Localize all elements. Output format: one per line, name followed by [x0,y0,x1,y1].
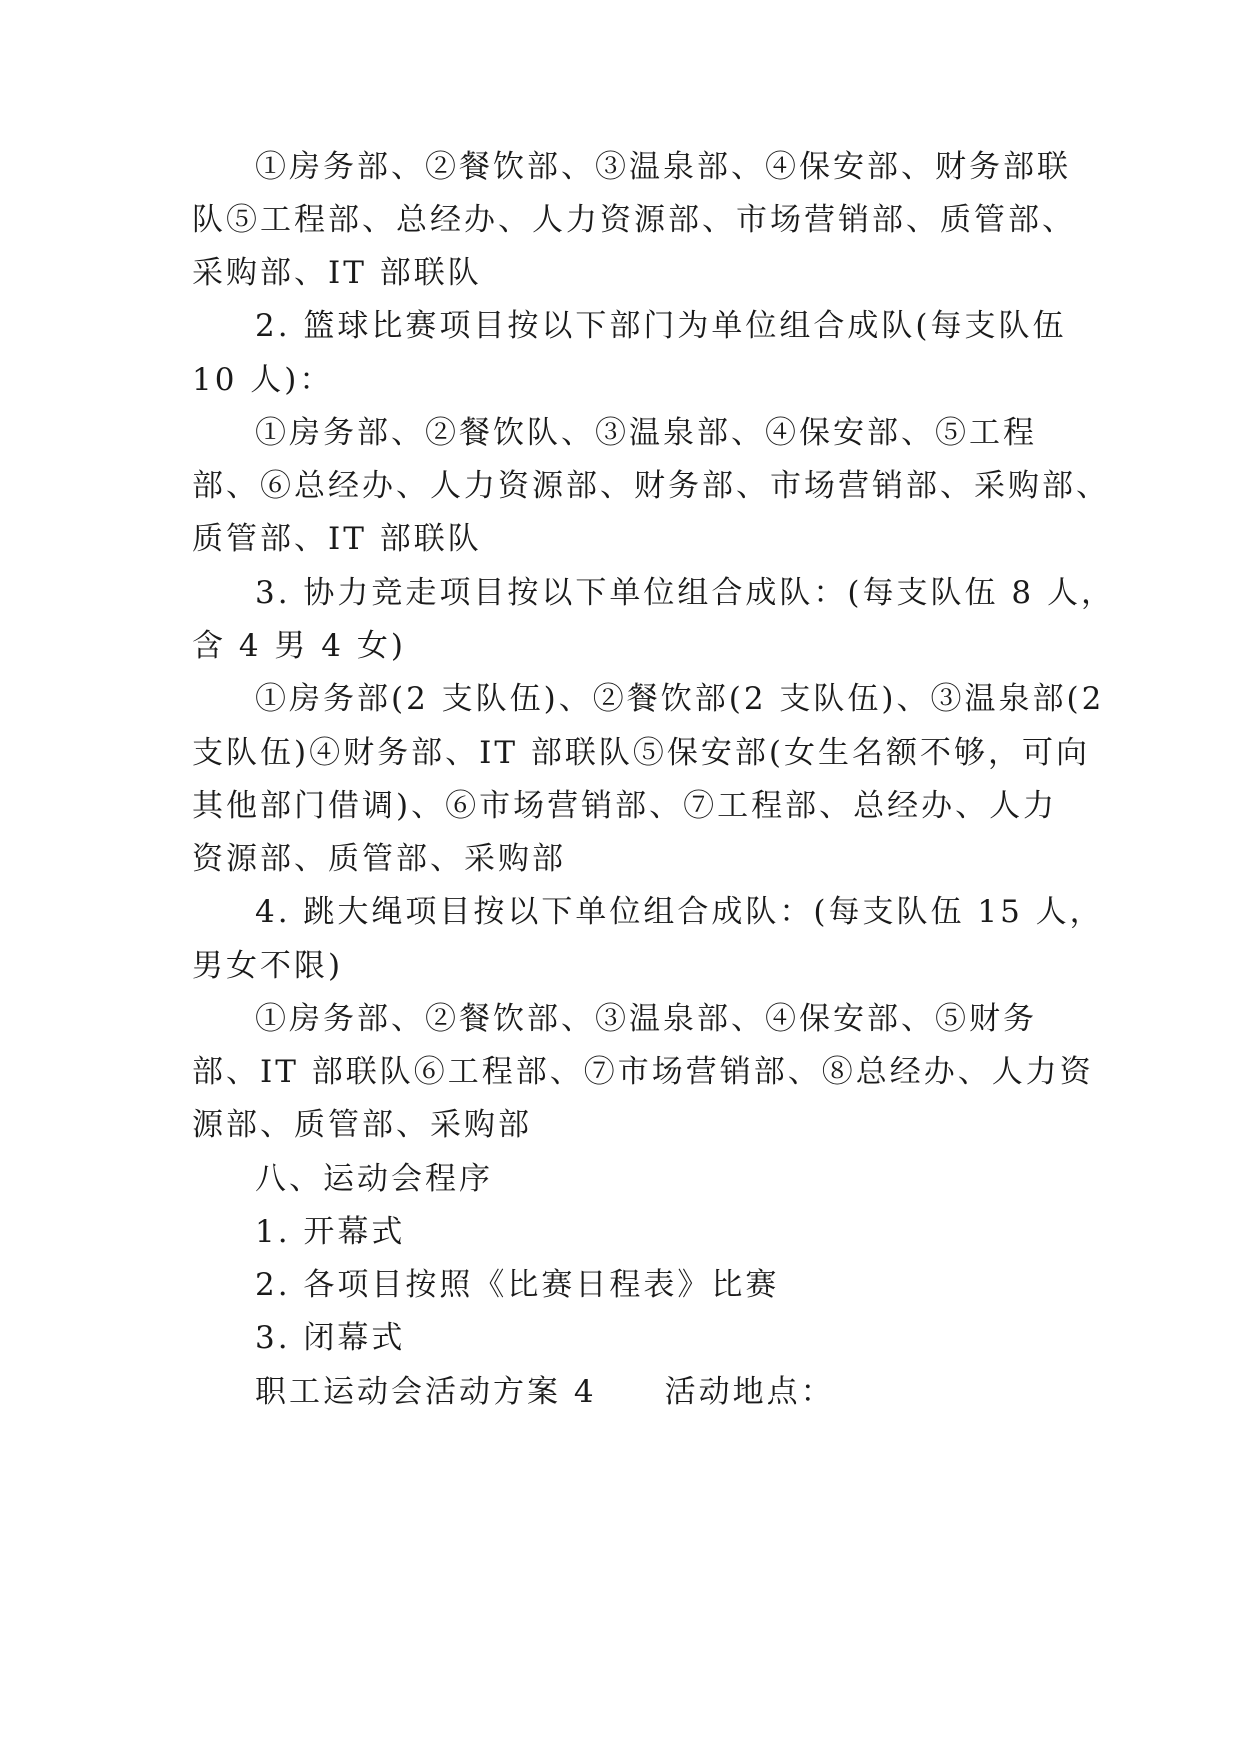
text-line-10: 含 4 男 4 女) [192,628,406,664]
text-line-24: 职工运动会活动方案 4 活动地点： [255,1374,835,1410]
text-line-22: 2. 各项目按照《比赛日程表》比赛 [255,1267,780,1303]
text-line-1: ①房务部、②餐饮部、③温泉部、④保安部、财务部联 [255,149,1071,185]
text-line-13: 其他部门借调)、⑥市场营销部、⑦工程部、总经办、人力 [192,788,1058,824]
text-line-21: 1. 开幕式 [255,1214,406,1250]
text-line-11: ①房务部(2 支队伍)、②餐饮部(2 支队伍)、③温泉部(2 [255,681,1105,717]
text-line-5: 10 人)： [192,362,334,398]
section-heading: 八、运动会程序 [255,1161,493,1197]
text-line-4: 2. 篮球比赛项目按以下部门为单位组合成队(每支队伍 [255,308,1067,344]
text-line-15: 4. 跳大绳项目按以下单位组合成队：(每支队伍 15 人， [255,894,1104,930]
text-line-12: 支队伍)④财务部、IT 部联队⑤保安部(女生名额不够，可向 [192,735,1090,771]
text-line-23: 3. 闭幕式 [255,1320,406,1356]
text-line-9: 3. 协力竞走项目按以下单位组合成队：(每支队伍 8 人， [255,575,1115,611]
text-line-3: 采购部、IT 部联队 [192,255,482,291]
text-line-18: 部、IT 部联队⑥工程部、⑦市场营销部、⑧总经办、人力资 [192,1054,1094,1090]
text-line-2: 队⑤工程部、总经办、人力资源部、市场营销部、质管部、 [192,202,1076,238]
text-line-19: 源部、质管部、采购部 [192,1107,532,1143]
text-line-8: 质管部、IT 部联队 [192,521,482,557]
text-line-17: ①房务部、②餐饮部、③温泉部、④保安部、⑤财务 [255,1001,1037,1037]
text-line-7: 部、⑥总经办、人力资源部、财务部、市场营销部、采购部、 [192,468,1110,504]
text-line-14: 资源部、质管部、采购部 [192,841,566,877]
text-line-16: 男女不限) [192,948,344,984]
text-line-6: ①房务部、②餐饮队、③温泉部、④保安部、⑤工程 [255,415,1037,451]
